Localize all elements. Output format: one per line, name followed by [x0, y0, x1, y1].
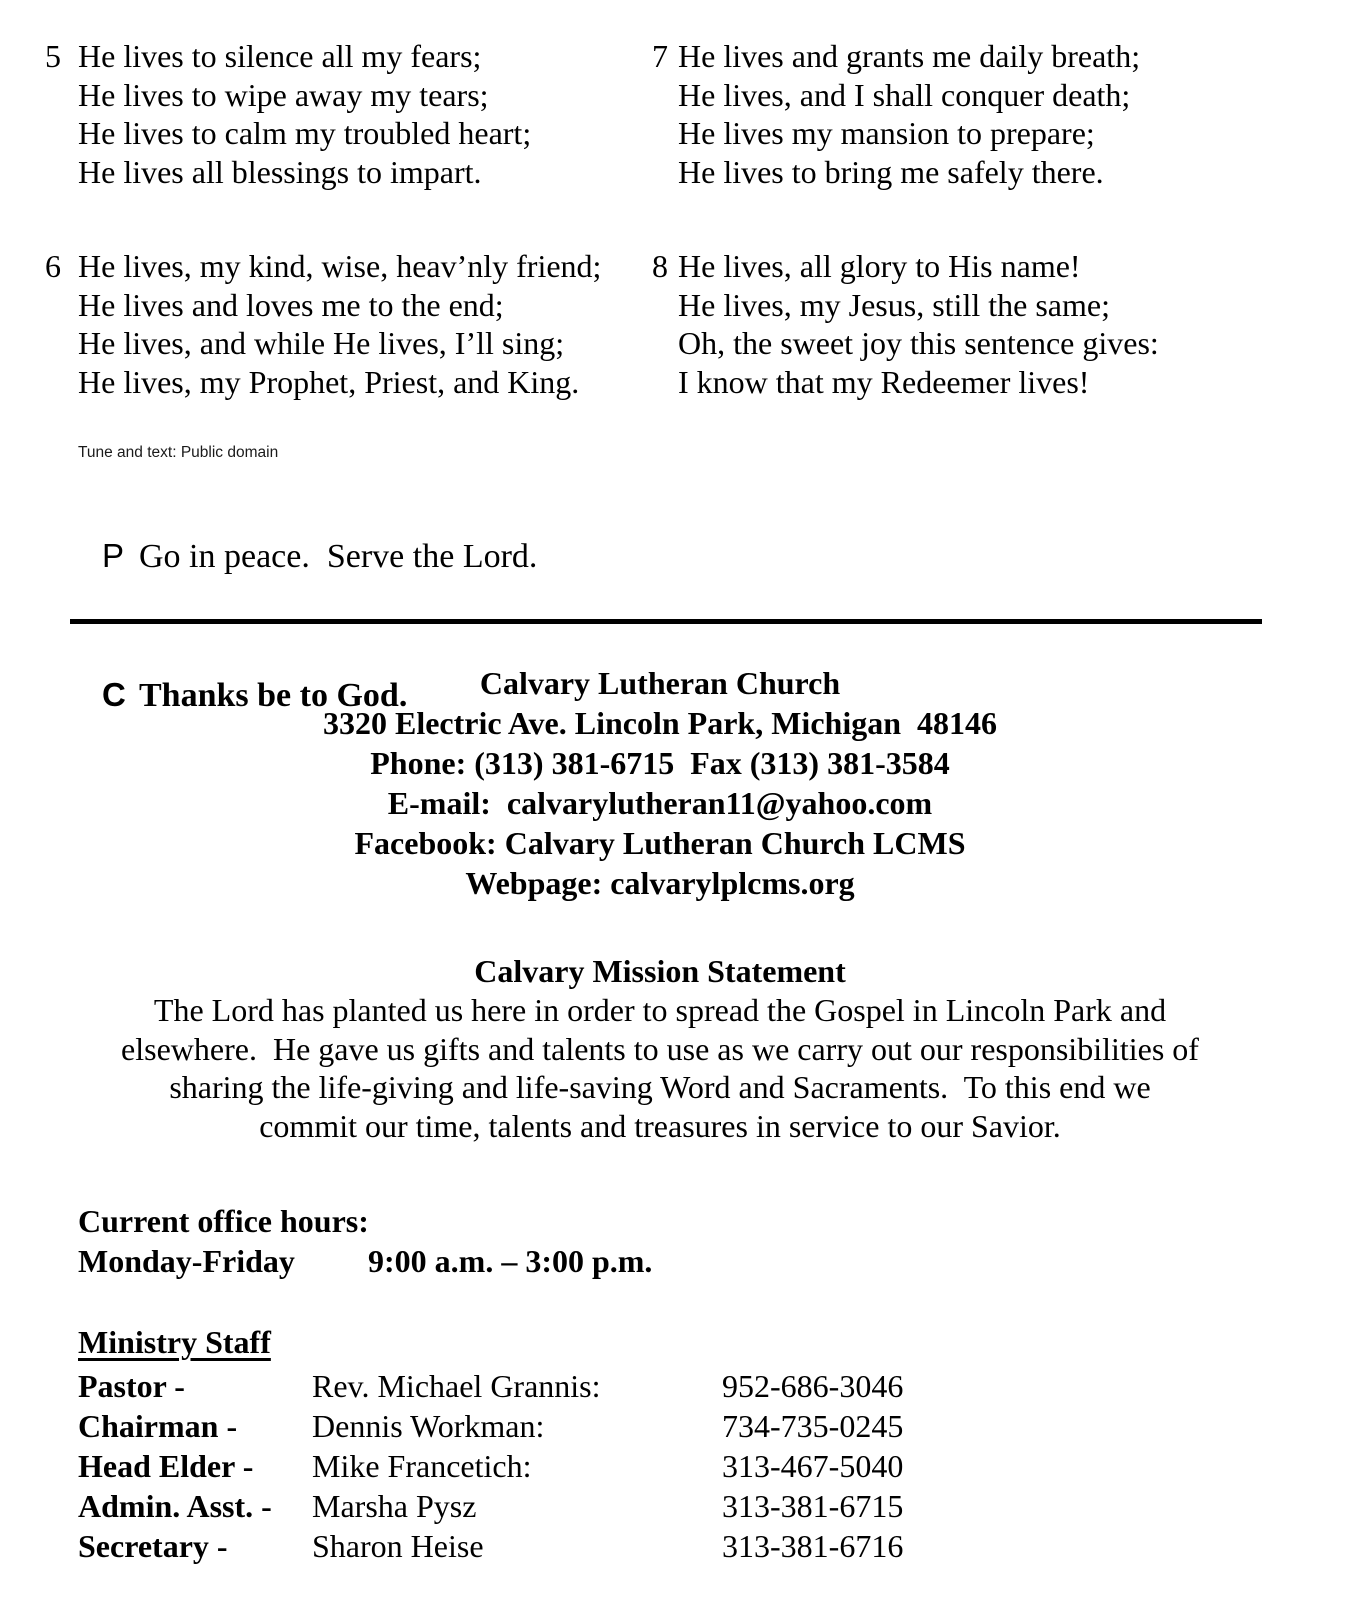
ministry-staff-title: Ministry Staff	[78, 1324, 271, 1360]
mission-line: The Lord has planted us here in order to spread the Gospel in Lincoln Park and	[153, 992, 1167, 1028]
congregation-letter: C	[102, 676, 126, 713]
staff-name: Rev. Michael Grannis:	[312, 1368, 601, 1404]
office-hours-title: Current office hours:	[78, 1203, 369, 1239]
verse-line: He lives all blessings to impart.	[78, 154, 482, 191]
verse-line: He lives to wipe away my tears;	[78, 76, 489, 113]
staff-role: Head Elder -	[78, 1448, 254, 1484]
congregation-text: Thanks be to God.	[139, 677, 408, 714]
verse-line: He lives to bring me safely there.	[678, 154, 1104, 191]
church-webpage: Webpage: calvarylplcms.org	[465, 865, 855, 901]
staff-role: Pastor -	[78, 1368, 185, 1404]
mission-title: Calvary Mission Statement	[474, 953, 846, 989]
church-info-block	[0, 663, 1320, 903]
church-name: Calvary Lutheran Church	[479, 665, 841, 701]
verse-lines	[78, 37, 531, 192]
verse-lines	[678, 247, 1159, 402]
office-hours-days: Monday-Friday	[78, 1243, 295, 1279]
hymn-right-column	[652, 37, 1159, 457]
staff-name: Dennis Workman:	[312, 1408, 545, 1444]
verse-line: Oh, the sweet joy this sentence gives:	[678, 325, 1159, 362]
office-hours-row	[78, 1241, 652, 1281]
staff-phone: 734-735-0245	[722, 1408, 904, 1444]
staff-phone: 952-686-3046	[722, 1368, 904, 1404]
verse-line: He lives to silence all my fears;	[78, 38, 482, 74]
verse-line: He lives, my Jesus, still the same;	[678, 286, 1110, 323]
staff-name: Sharon Heise	[312, 1528, 484, 1564]
ministry-staff-section	[78, 1322, 903, 1566]
pastor-letter: P	[102, 537, 125, 574]
hymn-left-column	[45, 37, 601, 457]
staff-name: Marsha Pysz	[312, 1488, 477, 1524]
staff-phone: 313-381-6716	[722, 1528, 904, 1564]
verse-lines	[78, 247, 601, 402]
verse-number: 6	[45, 247, 61, 284]
hymn-verse-5	[45, 37, 601, 192]
verse-lines	[678, 37, 1140, 192]
verse-line: He lives, my Prophet, Priest, and King.	[78, 363, 580, 400]
church-address: 3320 Electric Ave. Lincoln Park, Michigan 48146	[322, 705, 997, 741]
verse-line: He lives, and while He lives, I’ll sing;	[78, 325, 565, 362]
staff-phone: 313-381-6715	[722, 1488, 904, 1524]
staff-role: Admin. Asst. -	[78, 1488, 272, 1524]
office-hours-time: 9:00 a.m. – 3:00 p.m.	[368, 1243, 653, 1279]
verse-line: He lives my mansion to prepare;	[678, 115, 1095, 152]
mission-title-block	[0, 951, 1320, 991]
hymn-credit: Tune and text: Public domain	[78, 444, 279, 461]
pastor-text: Go in peace. Serve the Lord.	[139, 538, 538, 575]
verse-line: He lives, all glory to His name!	[678, 247, 1081, 284]
mission-line: elsewhere. He gave us gifts and talents to use as we carry out our responsibilities of	[121, 1030, 1199, 1067]
verse-line: He lives, and I shall conquer death;	[678, 76, 1131, 113]
mission-line: sharing the life-giving and life-saving Word and Sacraments. To this end we	[169, 1069, 1151, 1106]
staff-phone: 313-467-5040	[722, 1448, 904, 1484]
staff-name: Mike Francetich:	[312, 1448, 532, 1484]
staff-role: Chairman -	[78, 1408, 238, 1444]
verse-number: 7	[652, 38, 668, 74]
verse-number: 5	[45, 38, 61, 74]
church-facebook: Facebook: Calvary Lutheran Church LCMS	[354, 825, 966, 861]
ministry-staff-table	[78, 1366, 903, 1566]
verse-line: He lives and grants me daily breath;	[678, 38, 1141, 74]
verse-line: He lives and loves me to the end;	[78, 286, 504, 323]
church-phone-fax: Phone: (313) 381-6715 Fax (313) 381-3584	[370, 745, 950, 781]
hymn-verse-7	[652, 37, 1159, 192]
verse-line: I know that my Redeemer lives!	[678, 363, 1090, 400]
verse-number: 8	[652, 247, 668, 284]
verse-line: He lives to calm my troubled heart;	[78, 115, 532, 152]
mission-body-block	[0, 991, 1320, 1146]
hymn-verse-6	[45, 247, 601, 402]
staff-role: Secretary -	[78, 1528, 228, 1564]
hymn-verse-8	[652, 247, 1159, 402]
verse-line: He lives, my kind, wise, heav’nly friend;	[78, 247, 602, 284]
pastor-versicle	[78, 490, 537, 629]
mission-line: commit our time, talents and treasures in service to our Savior.	[259, 1108, 1061, 1145]
church-email: E-mail: calvarylutheran11@yahoo.com	[387, 785, 933, 821]
horizontal-divider	[70, 619, 1262, 624]
office-hours-section	[78, 1201, 652, 1281]
